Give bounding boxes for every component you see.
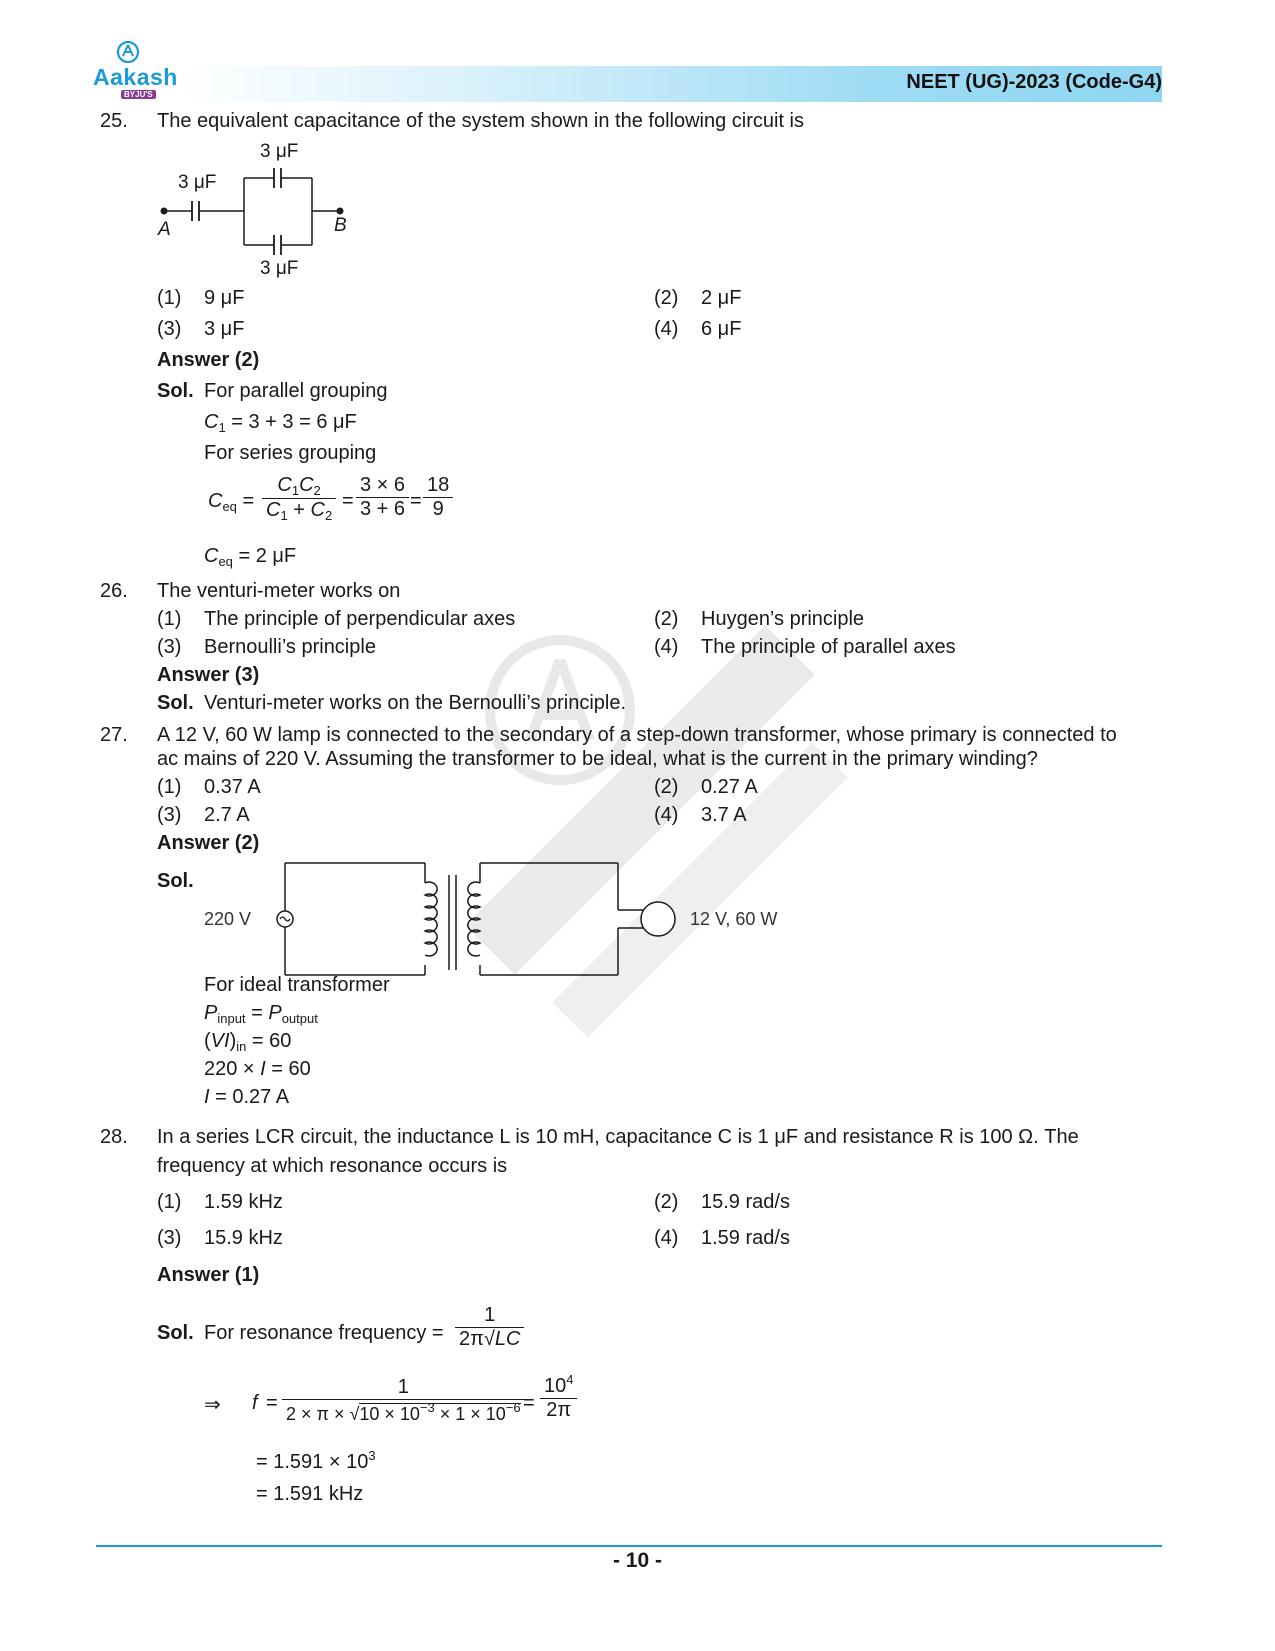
page-header-title: NEET (UG)-2023 (Code-G4)	[906, 71, 1162, 93]
option-number: (2)	[654, 608, 679, 630]
answer-label: Answer (1)	[157, 1264, 260, 1286]
solution-equation: $(VI)_{in} = 60$	[204, 1030, 292, 1054]
formula-fraction: $\frac{C_1C_2}{C_1 + C_2}$	[262, 474, 336, 523]
question-text: A 12 V, 60 W lamp is connected to the secondary of a step-down transformer, whose primary is connected to	[157, 724, 1117, 746]
formula-fraction: $\frac{10^4}{2\pi}$	[540, 1372, 577, 1422]
aakash-logo-icon	[116, 40, 140, 64]
option-number: (4)	[654, 636, 679, 658]
formula-fraction: $\frac{3 \times 6}{3 + 6}$	[356, 474, 409, 521]
question-number: 25.	[100, 110, 128, 132]
option-text: 1.59 rad/s	[701, 1227, 790, 1249]
node-b-label: B	[334, 215, 347, 236]
page-number: - 10 -	[612, 1549, 662, 1572]
solution-label: Sol.	[157, 870, 194, 892]
option-number: (4)	[654, 804, 679, 826]
question-number: 27.	[100, 724, 128, 746]
logo-sub: BYJU'S	[121, 90, 156, 99]
option-text: 2 μF	[701, 287, 742, 309]
question-text: ac mains of 220 V. Assuming the transformer to be ideal, what is the current in the primary winding?	[157, 748, 1038, 770]
solution-text: For series grouping	[204, 442, 377, 464]
option-text: 15.9 rad/s	[701, 1191, 790, 1213]
option-text: The principle of perpendicular axes	[204, 608, 516, 630]
answer-label: Answer (3)	[157, 664, 260, 686]
question-text: frequency at which resonance occurs is	[157, 1155, 508, 1177]
option-number: (2)	[654, 287, 679, 309]
solution-text: Venturi-meter works on the Bernoulli’s principle.	[204, 692, 627, 714]
option-text: 15.9 kHz	[204, 1227, 283, 1249]
option-text: 3 μF	[204, 318, 245, 340]
answer-label: Answer (2)	[157, 832, 260, 854]
option-number: (2)	[654, 776, 679, 798]
option-text: 9 μF	[204, 287, 245, 309]
solution-label: Sol.	[157, 692, 194, 714]
option-number: (3)	[157, 1227, 182, 1249]
label-left-capacitor: 3 μF	[178, 172, 217, 193]
transformer-circuit-diagram	[200, 855, 820, 985]
lamp-label: 12 V, 60 W	[690, 909, 778, 929]
option-text: The principle of parallel axes	[701, 636, 956, 658]
answer-label: Answer (2)	[157, 349, 260, 371]
solution-equation: $P_{input} = P_{output}$	[204, 1002, 318, 1026]
option-text: 0.27 A	[701, 776, 758, 798]
option-text: 1.59 kHz	[204, 1191, 283, 1213]
solution-equation: $C_{eq} = 2$ μF	[204, 545, 297, 569]
option-text: 0.37 A	[204, 776, 261, 798]
solution-equation: 220 × I = 60	[204, 1058, 311, 1080]
solution-equation: I = 0.27 A	[204, 1086, 290, 1108]
source-voltage-label: 220 V	[204, 909, 252, 929]
node-a-label: A	[158, 219, 171, 240]
label-top-capacitor: 3 μF	[260, 141, 299, 162]
question-text: The venturi-meter works on	[157, 580, 401, 602]
option-number: (4)	[654, 318, 679, 340]
option-text: Huygen’s principle	[701, 608, 865, 630]
option-number: (1)	[157, 1191, 182, 1213]
solution-equation: $C_1 = 3 + 3 = 6$ μF	[204, 411, 357, 435]
solution-result: = $1.591 \times 10^3$	[256, 1448, 376, 1473]
solution-label: Sol.	[157, 380, 194, 402]
option-number: (3)	[157, 804, 182, 826]
formula-ceq-label: $C_{eq}$ =	[208, 490, 255, 514]
formula-fraction: $\frac{18}{9}$	[423, 474, 453, 521]
option-text: Bernoulli’s principle	[204, 636, 376, 658]
footer-divider	[96, 1545, 1162, 1547]
label-bottom-capacitor: 3 μF	[260, 258, 299, 278]
capacitor-circuit-diagram	[150, 138, 370, 278]
question-number: 26.	[100, 580, 128, 602]
formula-f: f	[252, 1392, 258, 1414]
solution-label: Sol.	[157, 1322, 194, 1344]
option-number: (1)	[157, 776, 182, 798]
option-number: (2)	[654, 1191, 679, 1213]
solution-text: For resonance frequency =	[204, 1322, 444, 1344]
option-number: (1)	[157, 287, 182, 309]
option-number: (3)	[157, 636, 182, 658]
logo: Aakash	[93, 64, 178, 90]
solution-text: For parallel grouping	[204, 380, 388, 402]
option-number: (3)	[157, 318, 182, 340]
option-text: 2.7 A	[204, 804, 250, 826]
option-text: 3.7 A	[701, 804, 747, 826]
solution-result: = 1.591 kHz	[256, 1483, 364, 1505]
question-number: 28.	[100, 1126, 128, 1148]
option-number: (1)	[157, 608, 182, 630]
question-text: The equivalent capacitance of the system shown in the following circuit is	[157, 110, 805, 132]
formula-fraction: $\frac{1}{2\pi√LC}$	[455, 1304, 524, 1351]
option-number: (4)	[654, 1227, 679, 1249]
option-text: 6 μF	[701, 318, 742, 340]
solution-text: For ideal transformer	[204, 974, 390, 996]
formula-fraction: $\frac{1}{2 \times \pi \times √10 \times 10^{-3} \times 1 \times 10^{-6}}$	[282, 1376, 525, 1425]
question-text: In a series LCR circuit, the inductance L is 10 mH, capacitance C is 1 μF and resistance R is 100 Ω. The	[157, 1126, 1079, 1148]
implies-symbol: ⇒	[204, 1394, 221, 1416]
